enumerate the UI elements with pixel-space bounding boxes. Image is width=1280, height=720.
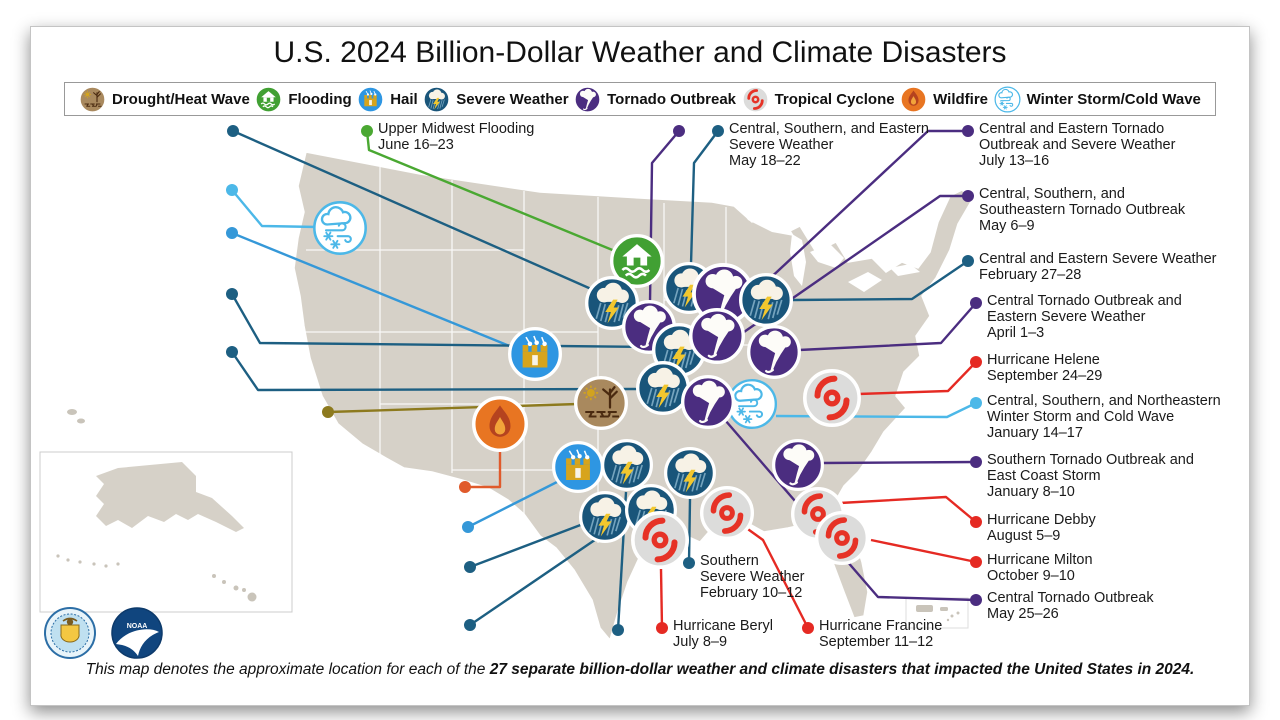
legend-label: Winter Storm/Cold Wave <box>1026 90 1201 108</box>
leader-line <box>328 404 578 412</box>
legend-label: Severe Weather <box>456 90 569 108</box>
map-icon-tornado <box>689 308 745 364</box>
event-dot <box>970 456 982 468</box>
leader-line <box>871 540 976 562</box>
event-label-line: August 5–9 <box>987 528 1061 544</box>
legend-item-winter <box>994 86 1201 113</box>
map-icon-tornado <box>681 375 735 429</box>
event-label-line: May 18–22 <box>729 153 801 169</box>
event-label-line: East Coast Storm <box>987 468 1101 484</box>
event-label <box>979 121 1175 169</box>
map-icon-severe <box>739 273 793 327</box>
legend-label: Hail <box>390 90 418 108</box>
leader-line <box>691 131 718 264</box>
map-icon-hail <box>508 327 562 381</box>
event-dot <box>322 406 334 418</box>
footer-text: This map denotes the approximate location for each of the <box>85 661 490 678</box>
event-label-line: Central Tornado Outbreak and <box>987 293 1182 309</box>
event-label-line: Central and Eastern Tornado <box>979 121 1165 137</box>
legend-label: Tornado Outbreak <box>607 90 737 108</box>
event-label <box>987 512 1096 544</box>
event-label-line: Central, Southern, and Eastern <box>729 121 929 137</box>
event-label <box>979 251 1217 283</box>
event-label <box>987 552 1093 584</box>
event-dot <box>970 516 982 528</box>
event-label-line: September 24–29 <box>987 368 1103 384</box>
legend-label: Flooding <box>288 90 352 108</box>
event-label <box>700 553 805 601</box>
hail-icon <box>357 86 384 113</box>
event-dot <box>226 346 238 358</box>
event-label <box>819 618 942 650</box>
event-label-line: June 16–23 <box>378 137 454 153</box>
page-title: U.S. 2024 Billion-Dollar Weather and Climate Disasters <box>273 36 1007 69</box>
leader-line <box>799 303 976 350</box>
severe-icon <box>423 86 450 113</box>
event-dot <box>227 125 239 137</box>
event-label <box>987 352 1102 384</box>
leader-line <box>822 462 976 463</box>
map-icon-tornado <box>747 325 801 379</box>
event-label-line: Southeastern Tornado Outbreak <box>979 202 1186 218</box>
event-label-line: February 27–28 <box>979 267 1082 283</box>
event-label-line: Winter Storm and Cold Wave <box>987 409 1175 425</box>
event-dot <box>712 125 724 137</box>
event-label-line: Central Tornado Outbreak <box>987 590 1154 606</box>
leader-line <box>232 190 318 227</box>
event-label-line: Severe Weather <box>729 137 834 153</box>
legend-item-severe <box>423 86 568 113</box>
event-label-line: Central, Southern, and <box>979 186 1125 202</box>
legend-label: Drought/Heat Wave <box>112 90 250 108</box>
drought-icon <box>79 86 106 113</box>
event-label <box>987 393 1221 441</box>
event-dot <box>459 481 471 493</box>
event-dot <box>673 125 685 137</box>
leader-line <box>233 131 598 292</box>
event-label-line: September 11–12 <box>819 634 934 650</box>
event-dot <box>361 125 373 137</box>
event-label <box>987 293 1182 341</box>
map-icon-drought <box>574 376 628 430</box>
flooding-icon <box>255 86 282 113</box>
event-dot <box>970 556 982 568</box>
event-label <box>673 618 773 650</box>
event-label-line: July 8–9 <box>673 634 728 650</box>
leader-line <box>689 499 690 563</box>
leader-line <box>465 452 500 487</box>
event-label-line: Severe Weather <box>700 569 805 585</box>
event-dot <box>226 288 238 300</box>
cyclone-icon <box>742 86 769 113</box>
legend-bar <box>64 82 1216 116</box>
event-label-line: May 25–26 <box>987 606 1059 622</box>
event-label <box>987 590 1154 622</box>
legend-item-wildfire <box>900 86 988 113</box>
event-label <box>987 452 1194 500</box>
event-dot <box>962 125 974 137</box>
event-dot <box>962 190 974 202</box>
event-dot <box>464 561 476 573</box>
event-label-line: October 9–10 <box>987 568 1075 584</box>
tornado-icon <box>574 86 601 113</box>
footer-bold-text: 27 separate billion-dollar weather and climate disasters that impacted the United States in 2024. <box>489 661 1195 678</box>
winter-icon <box>994 86 1021 113</box>
legend-item-flooding <box>255 86 351 113</box>
event-label-line: February 10–12 <box>700 585 803 601</box>
map-icon-cyclone <box>700 486 754 540</box>
event-label-line: Hurricane Milton <box>987 552 1093 568</box>
event-label-line: Southern <box>700 553 759 569</box>
map-icon-hail <box>552 441 604 493</box>
event-label-line: January 14–17 <box>987 425 1083 441</box>
event-label-line: Hurricane Debby <box>987 512 1096 528</box>
event-label-line: Central and Eastern Severe Weather <box>979 251 1217 267</box>
leader-line <box>858 362 976 394</box>
event-label <box>378 121 534 153</box>
event-label <box>979 186 1185 234</box>
event-dot <box>612 624 624 636</box>
legend-item-hail <box>357 86 418 113</box>
event-label-line: April 1–3 <box>987 325 1045 341</box>
event-dot <box>970 297 982 309</box>
event-label-line: Southern Tornado Outbreak and <box>987 452 1194 468</box>
map-icon-cyclone <box>631 511 689 569</box>
event-label-line: Central, Southern, and Northeastern <box>987 393 1221 409</box>
event-dot <box>464 619 476 631</box>
leader-line <box>468 482 557 527</box>
event-label-line: July 13–16 <box>979 153 1050 169</box>
event-dot <box>802 622 814 634</box>
event-label-line: January 8–10 <box>987 484 1075 500</box>
event-label-line: Eastern Severe Weather <box>987 309 1146 325</box>
event-label-line: Outbreak and Severe Weather <box>979 137 1176 153</box>
map-icon-wildfire <box>472 396 528 452</box>
event-dot <box>970 594 982 606</box>
event-dot <box>656 622 668 634</box>
legend-label: Tropical Cyclone <box>774 90 895 108</box>
legend-item-drought <box>79 86 250 113</box>
event-dot <box>962 255 974 267</box>
svg-text:NOAA: NOAA <box>126 623 148 630</box>
event-dot <box>970 356 982 368</box>
legend-label: Wildfire <box>933 90 989 108</box>
event-label <box>729 121 929 169</box>
footer-note <box>0 661 1280 679</box>
leader-line <box>232 233 512 347</box>
event-dot <box>226 227 238 239</box>
map-icon-cyclone <box>803 369 861 427</box>
event-label-line: Hurricane Helene <box>987 352 1100 368</box>
map-icon-cyclone <box>815 511 869 565</box>
leader-line <box>661 569 662 628</box>
map-icon-tornado <box>772 439 824 491</box>
wildfire-icon <box>900 86 927 113</box>
map-icon-winter <box>312 200 368 256</box>
event-dot <box>226 184 238 196</box>
event-dot <box>970 397 982 409</box>
event-label-line: Hurricane Francine <box>819 618 943 634</box>
event-label-line: May 6–9 <box>979 218 1035 234</box>
legend-item-tornado <box>574 86 736 113</box>
event-label-line: Upper Midwest Flooding <box>378 121 535 137</box>
leader-line <box>470 521 591 567</box>
event-label-line: Hurricane Beryl <box>673 618 773 634</box>
map-icon-severe <box>579 491 631 543</box>
event-dot <box>462 521 474 533</box>
legend-item-cyclone <box>742 86 895 113</box>
